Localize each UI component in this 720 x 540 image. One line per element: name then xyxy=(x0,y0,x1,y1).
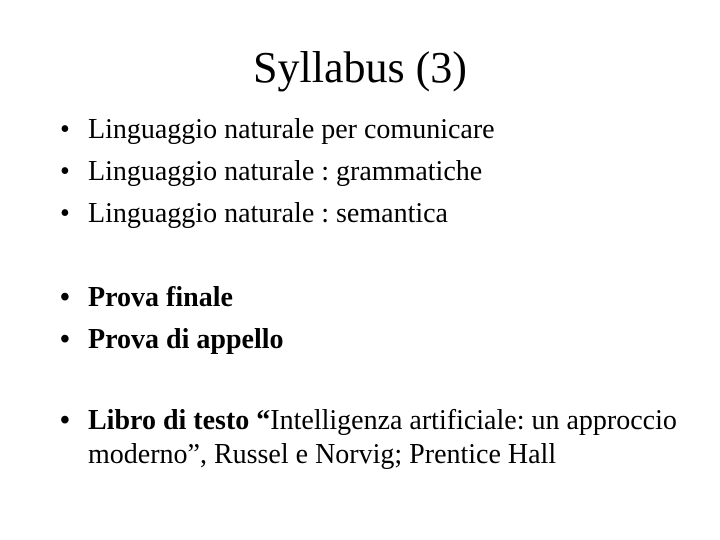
exams-list xyxy=(60,277,700,361)
bullet-icon: • xyxy=(60,198,70,229)
textbook-list xyxy=(60,404,700,472)
list-item xyxy=(60,193,700,235)
bullet-icon: • xyxy=(60,324,70,355)
slide-title: Syllabus (3) xyxy=(253,43,467,92)
bullet-icon: • xyxy=(60,405,70,436)
topic-text: Linguaggio naturale per comunicare xyxy=(88,114,495,145)
topic-text: Linguaggio naturale : semantica xyxy=(88,198,448,229)
bullet-icon: • xyxy=(60,282,70,313)
list-item xyxy=(60,404,700,472)
list-item xyxy=(60,319,700,361)
list-item xyxy=(60,277,700,319)
list-item xyxy=(60,109,700,151)
exam-text: Prova di appello xyxy=(88,324,284,355)
bullet-icon: • xyxy=(60,114,70,145)
topic-text: Linguaggio naturale : grammatiche xyxy=(88,156,483,187)
bullet-icon: • xyxy=(60,156,70,187)
textbook-text: Intelligenza artificiale: un approccio moderno”, Russel e Norvig; Prentice Hall xyxy=(88,405,677,470)
exam-text: Prova finale xyxy=(88,282,233,313)
topics-list xyxy=(60,109,700,235)
list-item xyxy=(60,151,700,193)
textbook-label: Libro di testo “ xyxy=(88,405,271,436)
